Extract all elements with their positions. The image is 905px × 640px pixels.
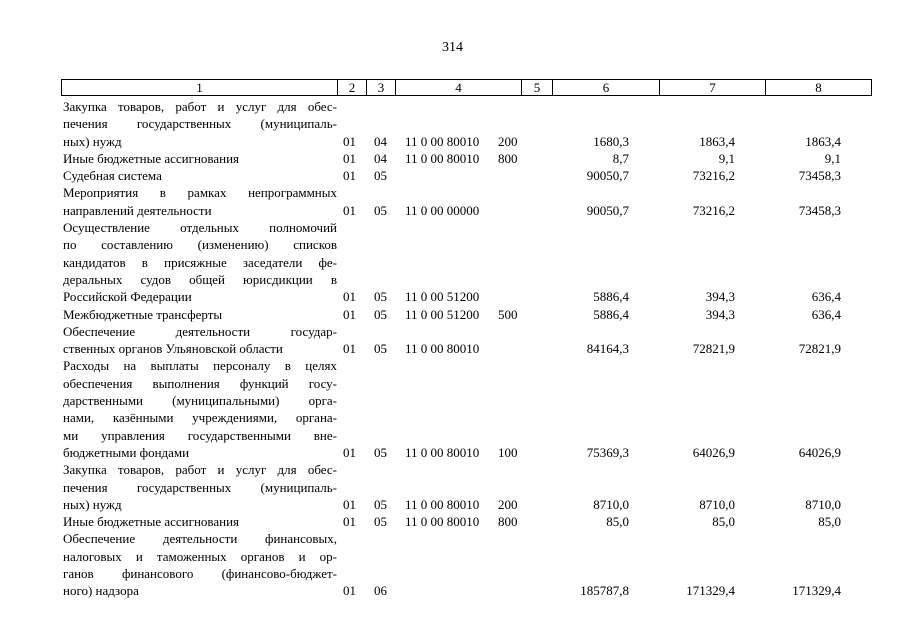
row-name-line: направлений деятельности (63, 202, 212, 218)
row-name (63, 513, 337, 530)
table-body (0, 98, 905, 600)
table-row (0, 98, 905, 150)
cell-c3: 06 (374, 583, 387, 599)
row-name-line: налоговых и таможенных органов и ор- (63, 548, 337, 564)
row-name-line: Закупка товаров, работ и услуг для обес- (63, 99, 337, 114)
cell-c2: 01 (343, 444, 356, 460)
row-name-line: по составлению (изменению) списков (63, 237, 337, 253)
cell-c6: 84164,3 (586, 341, 629, 357)
cell-c8: 9,1 (824, 150, 841, 166)
cell-c2: 01 (343, 133, 356, 149)
cell-c4: 11 0 00 80010 (405, 133, 480, 149)
table-row (0, 150, 905, 167)
cell-c5: 100 (498, 444, 518, 460)
cell-c4: 11 0 00 00000 (405, 202, 480, 218)
row-name (63, 323, 337, 358)
row-name-line: ганов финансового (финансово-бюджет- (63, 566, 337, 582)
cell-c3: 05 (374, 514, 387, 530)
cell-c4: 11 0 00 80010 (405, 444, 480, 460)
row-name-line: ственных органов Ульяновской области (63, 341, 283, 357)
cell-c6: 5886,4 (593, 306, 629, 322)
cell-c6: 75369,3 (586, 444, 629, 460)
cell-c2: 01 (343, 150, 356, 166)
row-name (63, 150, 337, 167)
cell-c3: 05 (374, 202, 387, 218)
cell-c5: 200 (498, 496, 518, 512)
cell-c2: 01 (343, 289, 356, 305)
cell-c6: 90050,7 (586, 168, 629, 184)
cell-c5: 800 (498, 514, 518, 530)
cell-c2: 01 (343, 341, 356, 357)
table-header (61, 79, 872, 96)
row-name (63, 357, 337, 461)
cell-c3: 05 (374, 306, 387, 322)
header-col-8: 8 (766, 80, 872, 96)
page-number: 314 (442, 40, 463, 55)
cell-c3: 04 (374, 150, 387, 166)
cell-c5: 200 (498, 133, 518, 149)
row-name-line: Расходы на выплаты персоналу в целях (63, 358, 337, 374)
table-row (0, 323, 905, 358)
row-name (63, 167, 337, 184)
cell-c2: 01 (343, 496, 356, 512)
cell-c2: 01 (343, 514, 356, 530)
row-name (63, 98, 337, 150)
cell-c2: 01 (343, 168, 356, 184)
cell-c6: 8710,0 (593, 496, 629, 512)
cell-c2: 01 (343, 583, 356, 599)
header-col-4: 4 (396, 80, 522, 96)
row-name-line: ми управления государственными вне- (63, 427, 337, 443)
row-name-line: Судебная система (63, 168, 162, 184)
cell-c7: 1863,4 (699, 133, 735, 149)
cell-c8: 72821,9 (798, 341, 841, 357)
cell-c3: 04 (374, 133, 387, 149)
cell-c7: 394,3 (705, 306, 735, 322)
cell-c2: 01 (343, 202, 356, 218)
row-name-line: ных) нужд (63, 133, 122, 149)
cell-c4: 11 0 00 51200 (405, 289, 480, 305)
header-col-7: 7 (660, 80, 766, 96)
cell-c8: 171329,4 (792, 583, 841, 599)
cell-c7: 85,0 (712, 514, 735, 530)
row-name-line: Иные бюджетные ассигнования (63, 514, 240, 530)
cell-c8: 73458,3 (798, 168, 841, 184)
cell-c3: 05 (374, 444, 387, 460)
row-name-line: нами, казёнными учреждениями, органа- (63, 410, 337, 426)
cell-c6: 8,7 (612, 150, 629, 166)
row-name-line: Обеспечение деятельности государ- (63, 323, 337, 339)
header-col-5: 5 (522, 80, 553, 96)
cell-c8: 73458,3 (798, 202, 841, 218)
cell-c3: 05 (374, 496, 387, 512)
cell-c6: 85,0 (606, 514, 629, 530)
cell-c5: 800 (498, 150, 518, 166)
row-name-line: кандидатов в присяжные заседатели фе- (63, 254, 337, 270)
table-row (0, 219, 905, 306)
cell-c5: 500 (498, 306, 518, 322)
table-row (0, 167, 905, 184)
cell-c6: 90050,7 (586, 202, 629, 218)
table-row (0, 306, 905, 323)
cell-c7: 73216,2 (692, 168, 735, 184)
row-name-line: обеспечения выполнения функций госу- (63, 375, 337, 391)
cell-c3: 05 (374, 341, 387, 357)
table-row (0, 357, 905, 461)
cell-c8: 1863,4 (805, 133, 841, 149)
cell-c4: 11 0 00 80010 (405, 341, 480, 357)
cell-c3: 05 (374, 168, 387, 184)
table-row (0, 184, 905, 219)
cell-c8: 64026,9 (798, 444, 841, 460)
cell-c8: 636,4 (811, 289, 841, 305)
header-col-6: 6 (553, 80, 660, 96)
cell-c6: 5886,4 (593, 289, 629, 305)
cell-c7: 73216,2 (692, 202, 735, 218)
cell-c4: 11 0 00 80010 (405, 514, 480, 530)
cell-c6: 185787,8 (580, 583, 629, 599)
cell-c7: 72821,9 (692, 341, 735, 357)
row-name-line: Российской Федерации (63, 289, 192, 305)
header-col-3: 3 (367, 80, 396, 96)
row-name (63, 219, 337, 305)
cell-c8: 8710,0 (805, 496, 841, 512)
row-name-line: Межбюджетные трансферты (63, 306, 223, 322)
row-name-line: Мероприятия в рамках непрограммных (63, 185, 337, 201)
cell-c8: 85,0 (818, 514, 841, 530)
cell-c7: 8710,0 (699, 496, 735, 512)
cell-c7: 394,3 (705, 289, 735, 305)
row-name (63, 184, 337, 219)
cell-c7: 171329,4 (686, 583, 735, 599)
table-row (0, 513, 905, 530)
row-name (63, 530, 337, 599)
row-name-line: Осуществление отдельных полномочий (63, 220, 337, 236)
row-name (63, 306, 337, 323)
table-row (0, 530, 905, 599)
row-name-line: Закупка товаров, работ и услуг для обес- (63, 462, 337, 478)
header-col-1: 1 (62, 80, 338, 96)
row-name-line: ного) надзора (63, 583, 139, 599)
cell-c6: 1680,3 (593, 133, 629, 149)
cell-c2: 01 (343, 306, 356, 322)
cell-c7: 9,1 (718, 150, 735, 166)
row-name-line: Обеспечение деятельности финансовых, (63, 531, 337, 547)
row-name (63, 461, 337, 513)
row-name-line: ных) нужд (63, 496, 122, 512)
row-name-line: Иные бюджетные ассигнования (63, 150, 240, 166)
cell-c4: 11 0 00 80010 (405, 150, 480, 166)
row-name-line: дарственными (муниципальными) орга- (63, 393, 337, 409)
cell-c8: 636,4 (811, 306, 841, 322)
cell-c7: 64026,9 (692, 444, 735, 460)
table-row (0, 461, 905, 513)
row-name-line: печения государственных (муниципаль- (63, 116, 337, 132)
cell-c4: 11 0 00 51200 (405, 306, 480, 322)
row-name-line: печения государственных (муниципаль- (63, 479, 337, 495)
cell-c4: 11 0 00 80010 (405, 496, 480, 512)
header-col-2: 2 (338, 80, 367, 96)
cell-c3: 05 (374, 289, 387, 305)
row-name-line: деральных судов общей юрисдикции в (63, 271, 337, 287)
row-name-line: бюджетными фондами (63, 444, 190, 460)
